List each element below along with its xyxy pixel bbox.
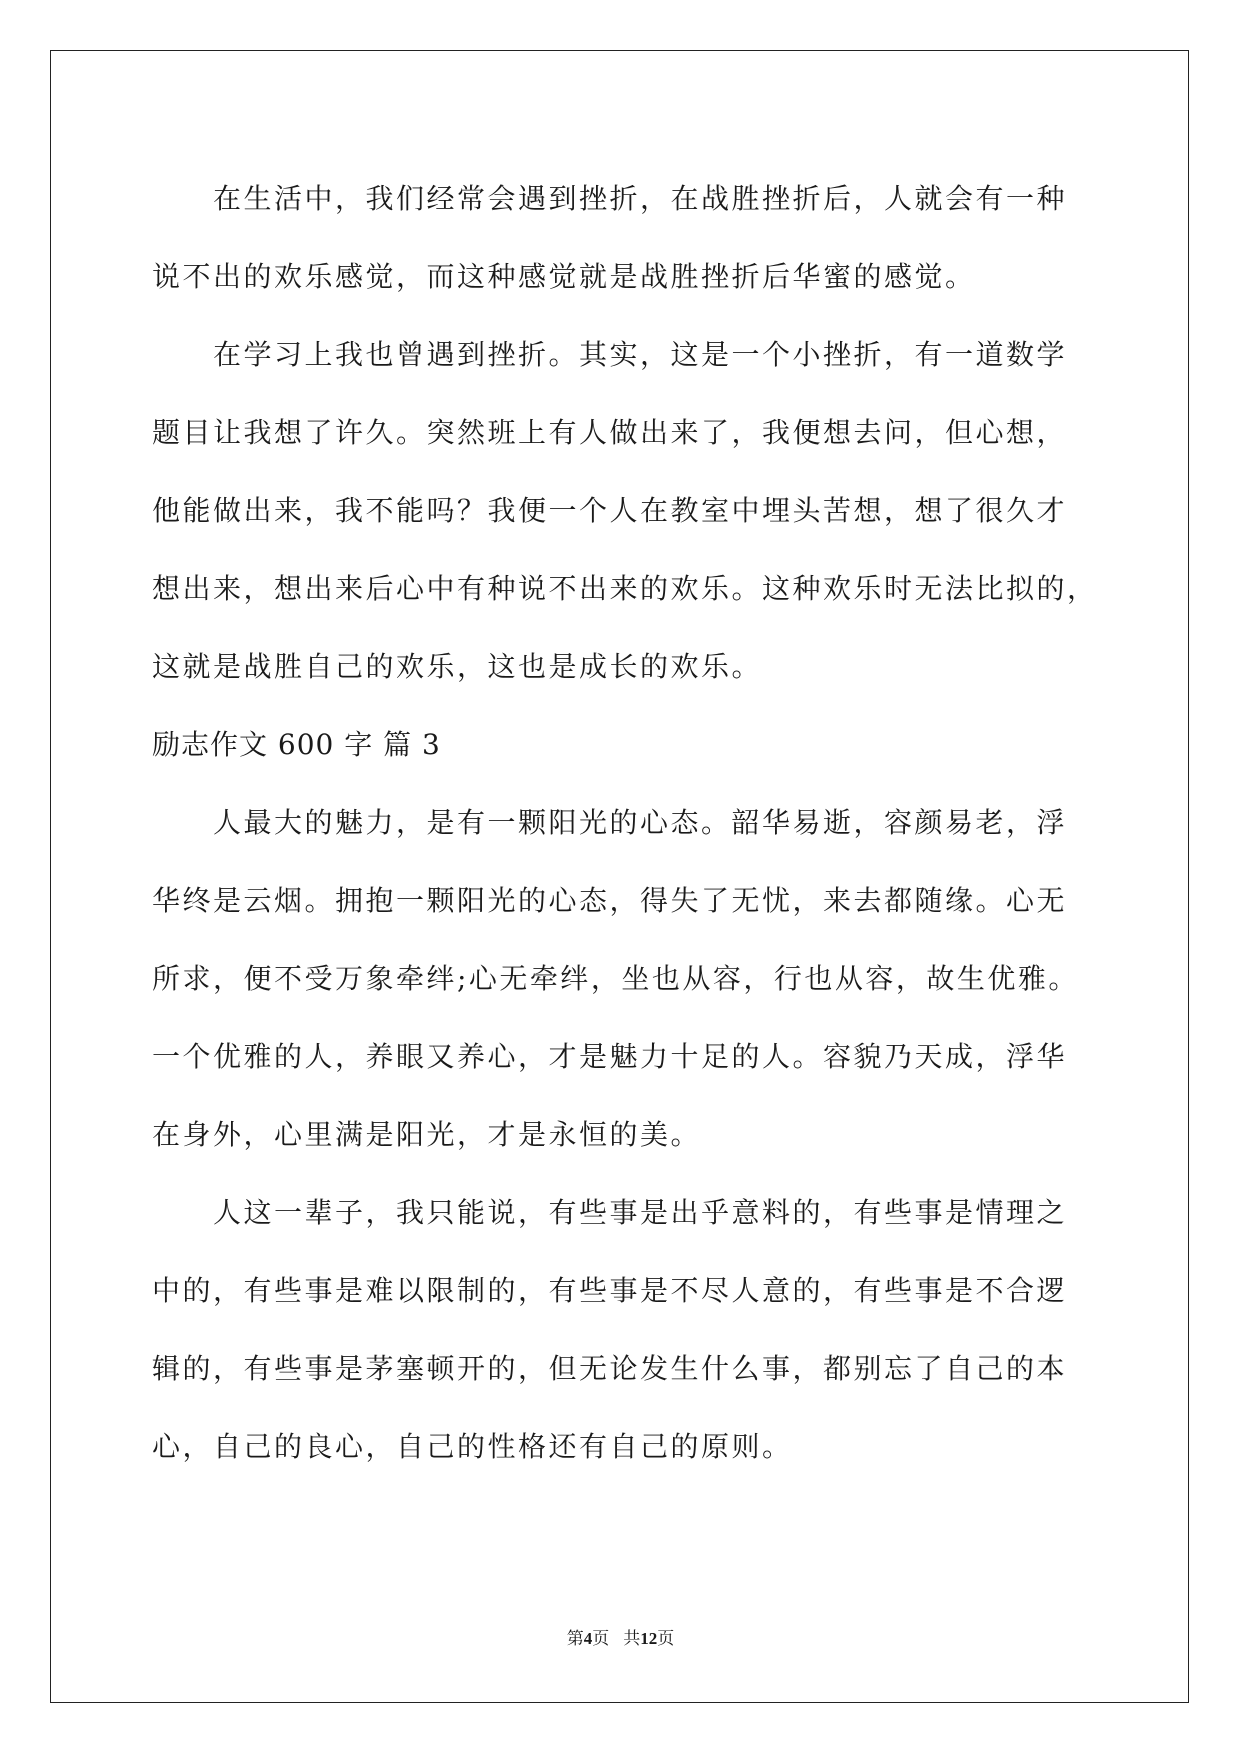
paragraph-line: 中的，有些事是难以限制的，有些事是不尽人意的，有些事是不合逻: [152, 1274, 1068, 1307]
paragraph-line: 在身外，心里满是阳光，才是永恒的美。: [152, 1118, 702, 1151]
paragraph-line: 在生活中，我们经常会遇到挫折，在战胜挫折后，人就会有一种: [152, 182, 1068, 215]
page-prefix: 第: [566, 1629, 584, 1648]
paragraph-line: 华终是云烟。拥抱一颗阳光的心态，得失了无忧，来去都随缘。心无: [152, 884, 1068, 917]
total-suffix: 页: [657, 1629, 675, 1648]
page-footer: [0, 1624, 1241, 1649]
paragraph-line: 人最大的魅力，是有一颗阳光的心态。韶华易逝，容颜易老，浮: [152, 806, 1068, 839]
paragraph-3: [152, 784, 1097, 1174]
paragraph-line: 在学习上我也曾遇到挫折。其实，这是一个小挫折，有一道数学: [152, 338, 1068, 371]
paragraph-1: [152, 160, 1097, 316]
paragraph-4: [152, 1174, 1097, 1486]
paragraph-line: 人这一辈子，我只能说，有些事是出乎意料的，有些事是情理之: [152, 1196, 1068, 1229]
paragraph-line: 这就是战胜自己的欢乐，这也是成长的欢乐。: [152, 650, 763, 683]
paragraph-2: [152, 316, 1097, 706]
paragraph-line: 想出来，想出来后心中有种说不出来的欢乐。这种欢乐时无法比拟的，: [152, 572, 1098, 605]
page-suffix: 页: [592, 1629, 610, 1648]
paragraph-line: 心，自己的良心，自己的性格还有自己的原则。: [152, 1430, 793, 1463]
paragraph-line: 一个优雅的人，养眼又养心，才是魅力十足的人。容貌乃天成，浮华: [152, 1040, 1068, 1073]
paragraph-line: 说不出的欢乐感觉，而这种感觉就是战胜挫折后华蜜的感觉。: [152, 260, 976, 293]
section-heading: 励志作文 600 字 篇 3: [152, 728, 441, 761]
total-pages: 12: [640, 1629, 658, 1648]
paragraph-line: 所求，便不受万象牵绊;心无牵绊，坐也从容，行也从容，故生优雅。: [152, 962, 1079, 995]
paragraph-line: 辑的，有些事是茅塞顿开的，但无论发生什么事，都别忘了自己的本: [152, 1352, 1068, 1385]
paragraph-line: 题目让我想了许久。突然班上有人做出来了，我便想去问，但心想，: [152, 416, 1068, 449]
paragraph-line: 他能做出来，我不能吗？我便一个人在教室中埋头苦想，想了很久才: [152, 494, 1068, 527]
page-number: 4: [583, 1629, 593, 1648]
total-prefix: 共: [623, 1629, 641, 1648]
document-body: [152, 160, 1097, 1486]
